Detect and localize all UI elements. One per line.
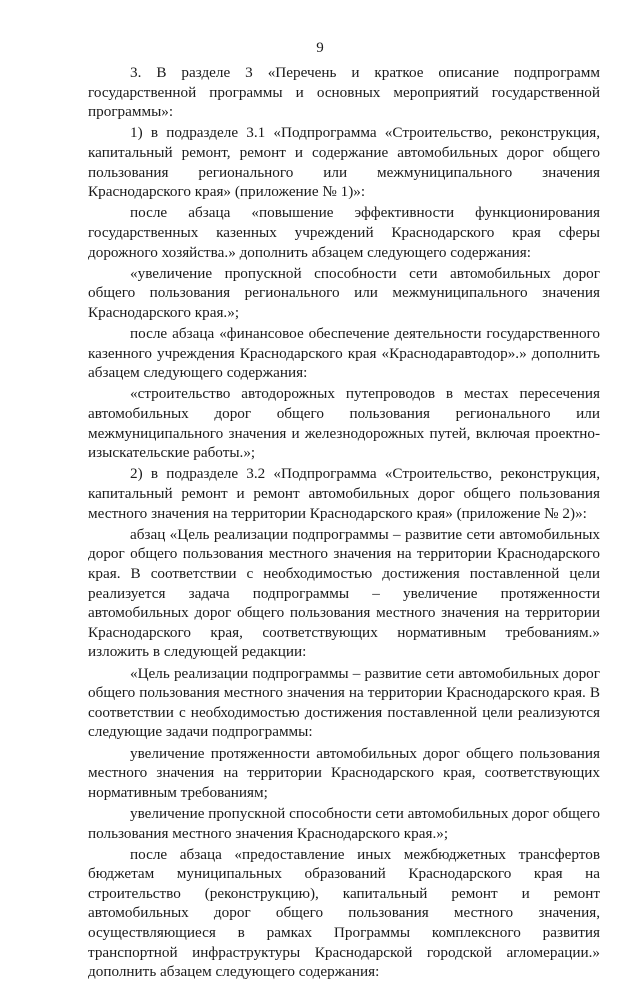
paragraph-subsection-3-2: 2) в подразделе 3.2 «Подпрограмма «Строительство, реконструкция, капитальный ремонт и ремонт автомобильных дорог общего пользования местного значения на территории Краснодарского края» (приложение № 2)»: — [88, 465, 600, 522]
paragraph-subsection-3-1: 1) в подразделе 3.1 «Подпрограмма «Строительство, реконструкция, капитальный ремонт, ремонт и содержание автомобильных дорог общего пользования регионального или межмуниципального значения Краснодарского края» (приложение № 1)»: — [88, 124, 600, 201]
paragraph-after-transfers: после абзаца «предоставление иных межбюджетных трансфертов бюджетам муниципальных образований Краснодарского края на строительство (реконструкцию), капитальный ремонт и ремонт автомобильных дорог общего пользования местного значения, осуществляющиеся в рамках Программы комплексного развития транспортной инфраструктуры Краснодарской городской агломерации.» дополнить абзацем следующего содержания: — [88, 845, 600, 981]
paragraph-task-length: увеличение протяженности автомобильных дорог общего пользования местного значения на территории Краснодарского края, соответствующих нормативным требованиям; — [88, 744, 600, 801]
paragraph-goal-new: «Цель реализации подпрограммы – развитие сети автомобильных дорог общего пользования местного значения на территории Краснодарского края. В соответствии с необходимостью достижения поставленной цели реализуются следующие задачи подпрограммы: — [88, 664, 600, 741]
paragraph-task-capacity: увеличение пропускной способности сети автомобильных дорог общего пользования местного значения Краснодарского края.»; — [88, 804, 600, 842]
paragraph-after-efficiency: после абзаца «повышение эффективности функционирования государственных казенных учреждений Краснодарского края сферы дорожного хозяйства.» дополнить абзацем следующего содержания: — [88, 204, 600, 261]
page-number: 9 — [316, 40, 324, 56]
document-body — [88, 63, 600, 983]
paragraph-section-3: 3. В разделе 3 «Перечень и краткое описание подпрограмм государственной программы и основных мероприятий государственной программы»: — [88, 64, 600, 121]
paragraph-overpasses: «строительство автодорожных путепроводов в местах пересечения автомобильных дорог общего пользования регионального или межмуниципального значения и железнодорожных путей, включая проектно-изыскательские работы.»; — [88, 385, 600, 462]
paragraph-goal-old: абзац «Цель реализации подпрограммы – развитие сети автомобильных дорог общего пользования местного значения на территории Краснодарского края. В соответствии с необходимостью достижения поставленной цели реализуется задача подпрограммы – увеличение протяженности автомобильных дорог общего пользования местного значения на территории Краснодарского края, соответствующих нормативным требованиям.» изложить в следующей редакции: — [88, 525, 600, 661]
paragraph-after-financing: после абзаца «финансовое обеспечение деятельности государственного казенного учреждения Краснодарского края «Краснодаравтодор».» дополнить абзацем следующего содержания: — [88, 325, 600, 382]
paragraph-capacity-regional: «увеличение пропускной способности сети автомобильных дорог общего пользования регионального или межмуниципального значения Краснодарского края.»; — [88, 264, 600, 321]
